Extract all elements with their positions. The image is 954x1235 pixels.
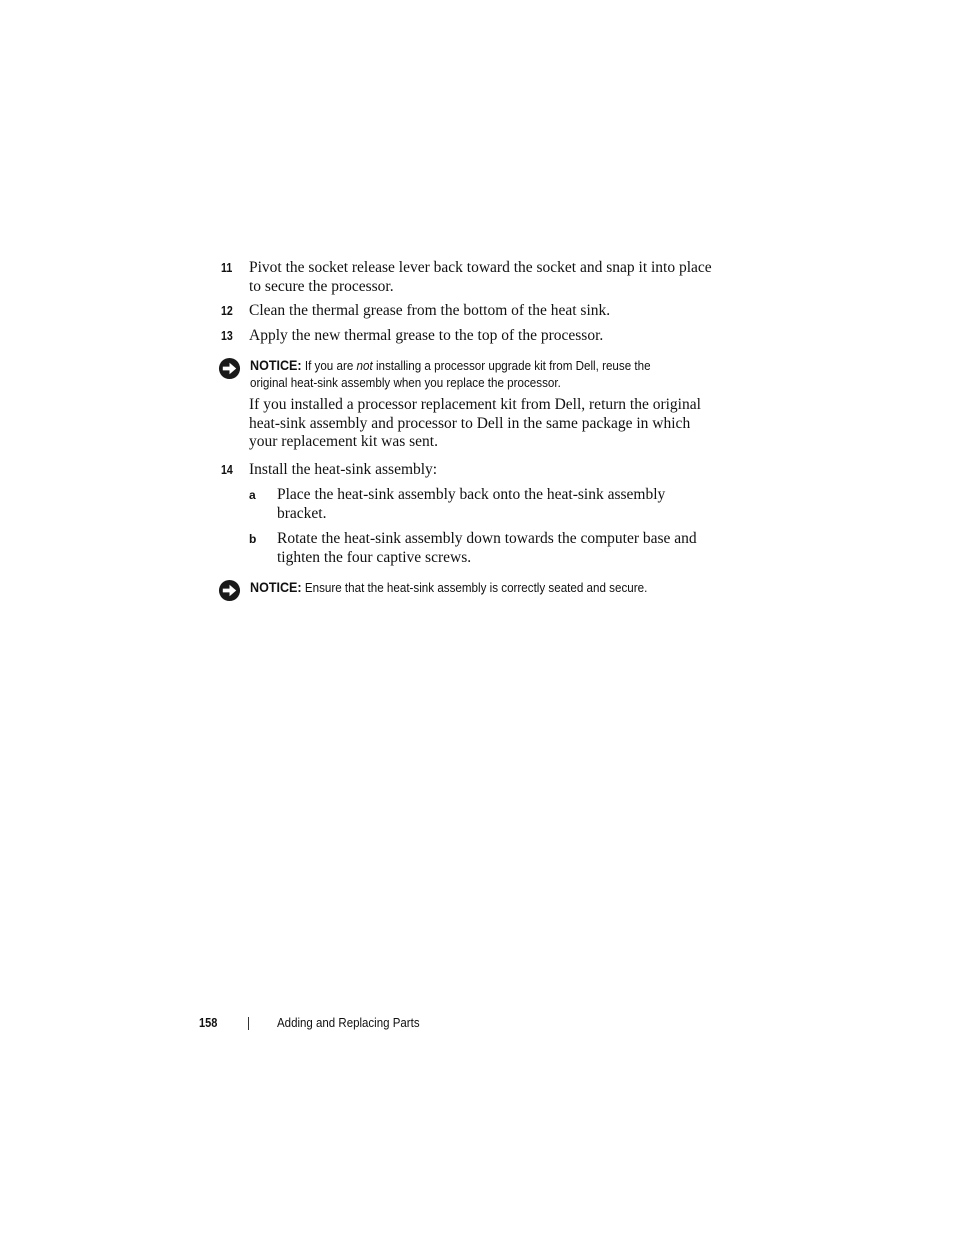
step-text-line: to secure the processor. xyxy=(249,277,394,295)
paragraph-line: If you installed a processor replacement kit from Dell, return the original xyxy=(249,396,701,413)
substep-text xyxy=(277,530,717,567)
page-number: 158 xyxy=(199,1016,218,1030)
notice-emphasis: not xyxy=(356,359,373,373)
substep-letter: b xyxy=(249,532,257,546)
step-text xyxy=(249,327,719,346)
step-text xyxy=(249,302,719,321)
notice-label: NOTICE: xyxy=(250,358,302,373)
notice-text-part: If you are xyxy=(301,359,357,373)
notice-arrow-icon xyxy=(218,357,241,380)
substep-text xyxy=(277,486,717,523)
substep-text-line: Rotate the heat-sink assembly down towards the computer base and xyxy=(277,530,697,547)
substep-text-line: bracket. xyxy=(277,504,327,522)
info-paragraph xyxy=(249,396,719,452)
notice-label: NOTICE: xyxy=(250,580,302,595)
step-text xyxy=(249,461,719,480)
step-text-line: Pivot the socket release lever back toward the socket and snap it into place xyxy=(249,259,712,276)
paragraph-line: heat-sink assembly and processor to Dell in the same package in which xyxy=(249,414,691,432)
chapter-title: Adding and Replacing Parts xyxy=(277,1016,420,1030)
step-text-line: Apply the new thermal grease to the top of the processor. xyxy=(249,327,604,344)
notice-text xyxy=(250,357,687,392)
step-number: 12 xyxy=(221,304,233,318)
substep-text-line: tighten the four captive screws. xyxy=(277,548,472,566)
footer-divider xyxy=(248,1017,249,1030)
step-text xyxy=(249,259,719,296)
notice-text-line: original heat-sink assembly when you replace the processor. xyxy=(250,376,561,390)
step-number: 11 xyxy=(221,261,233,275)
notice-text xyxy=(250,579,687,597)
step-text-line: Clean the thermal grease from the bottom of the heat sink. xyxy=(249,302,611,319)
step-number: 14 xyxy=(221,463,233,477)
notice-text-part: Ensure that the heat-sink assembly is correctly seated and secure. xyxy=(301,581,648,595)
step-number: 13 xyxy=(221,329,233,343)
substep-letter: a xyxy=(249,488,256,502)
substep-text-line: Place the heat-sink assembly back onto the heat-sink assembly xyxy=(277,486,666,503)
step-text-line: Install the heat-sink assembly: xyxy=(249,461,438,478)
notice-arrow-icon xyxy=(218,579,241,602)
paragraph-line: your replacement kit was sent. xyxy=(249,433,438,451)
notice-text-part: installing a processor upgrade kit from Dell, reuse the xyxy=(372,359,651,373)
